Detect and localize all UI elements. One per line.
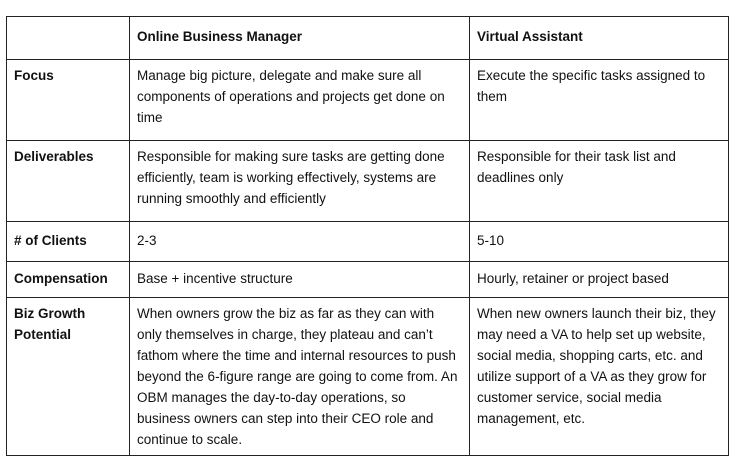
row-label-focus: Focus: [7, 60, 130, 141]
cell-obm-deliverables: Responsible for making sure tasks are getting done efficiently, team is working effectively, systems are running smoothly and efficiently: [130, 141, 470, 222]
row-label-compensation: Compensation: [7, 262, 130, 298]
cell-obm-focus: Manage big picture, delegate and make sure all components of operations and projects get done on time: [130, 60, 470, 141]
cell-va-focus: Execute the specific tasks assigned to them: [470, 60, 729, 141]
cell-obm-biz-growth: When owners grow the biz as far as they can with only themselves in charge, they plateau and can’t fathom where the time and internal resources to push beyond the 6-figure range are going to come from. An OBM manages the day-to-day operations, so business owners can step into their CEO role and continue to scale.: [130, 298, 470, 456]
header-row: [7, 17, 729, 60]
cell-va-clients: 5-10: [470, 222, 729, 262]
cell-obm-compensation: Base + incentive structure: [130, 262, 470, 298]
row-label-deliverables: Deliverables: [7, 141, 130, 222]
comparison-table: [6, 16, 729, 456]
table-row: [7, 298, 729, 456]
table-row: [7, 60, 729, 141]
row-label-biz-growth: Biz Growth Potential: [7, 298, 130, 456]
cell-va-deliverables: Responsible for their task list and deadlines only: [470, 141, 729, 222]
table-row: [7, 141, 729, 222]
cell-va-compensation: Hourly, retainer or project based: [470, 262, 729, 298]
table-row: [7, 222, 729, 262]
header-cell-va: Virtual Assistant: [470, 17, 729, 60]
header-cell-empty: [7, 17, 130, 60]
cell-obm-clients: 2-3: [130, 222, 470, 262]
cell-va-biz-growth: When new owners launch their biz, they may need a VA to help set up website, social media, shopping carts, etc. and utilize support of a VA as they grow for customer service, social media management, etc.: [470, 298, 729, 456]
row-label-clients: # of Clients: [7, 222, 130, 262]
table-row: [7, 262, 729, 298]
header-cell-obm: Online Business Manager: [130, 17, 470, 60]
